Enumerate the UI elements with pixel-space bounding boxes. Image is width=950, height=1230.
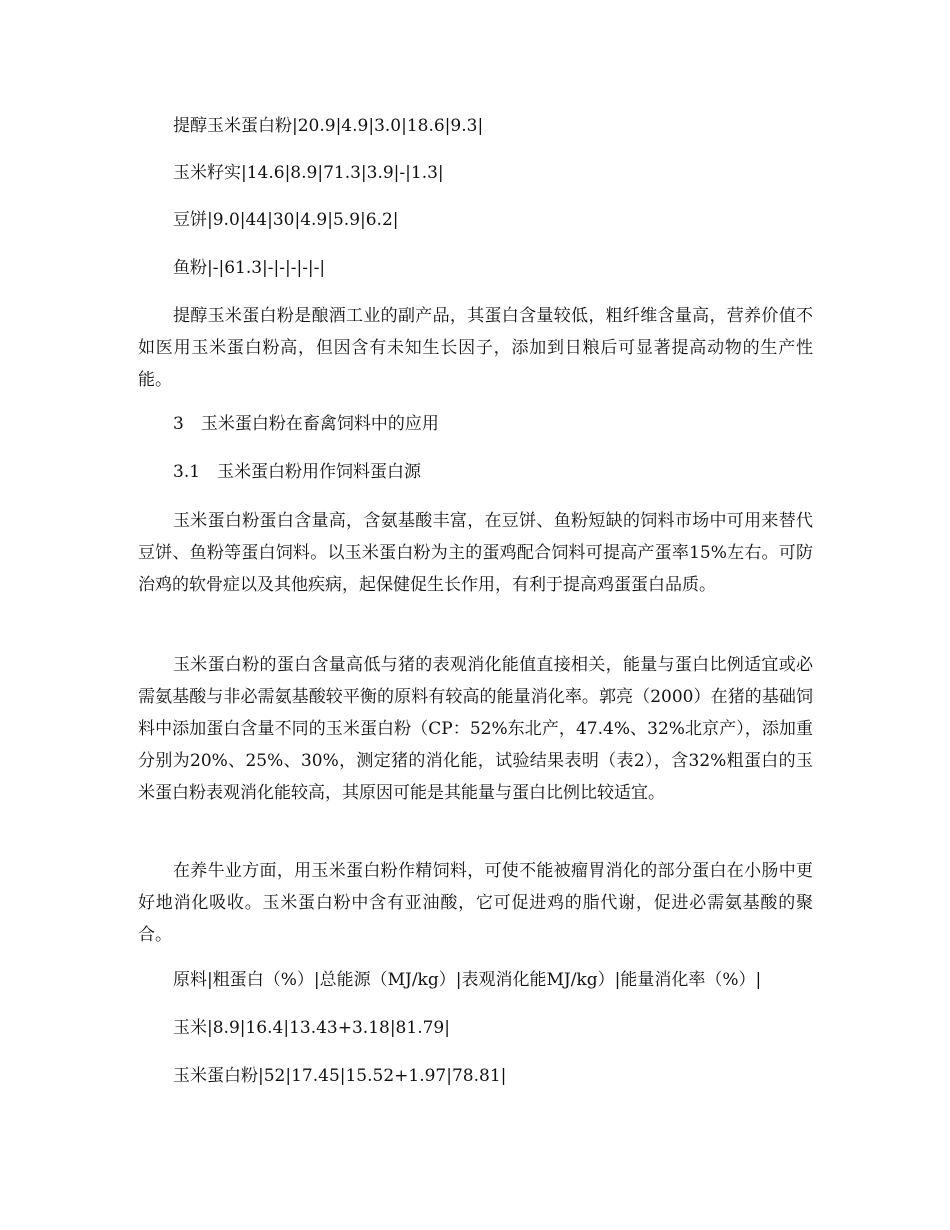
table2-header-row: 原料|粗蛋白（%）|总能源（MJ/kg）|表观消化能MJ/kg）|能量消化率（%）| — [173, 970, 762, 990]
paragraph-protein-source: 玉米蛋白粉蛋白含量高，含氨基酸丰富，在豆饼、鱼粉短缺的饲料市场中可用来替代豆饼、鱼粉等蛋白饲料。以玉米蛋白粉为主的蛋鸡配合饲料可提高产蛋率15%左右。可防治鸡的软骨症以及其他疾病，起保健促生长作用，有利于提高鸡蛋蛋白品质。 — [138, 511, 813, 595]
table2-row-corn: 玉米|8.9|16.4|13.43+3.18|81.79| — [173, 1018, 450, 1038]
table1-row-fish-meal: 鱼粉|-|61.3|-|-|-|-|-| — [173, 258, 326, 278]
table2-row-corn-gluten: 玉米蛋白粉|52|17.45|15.52+1.97|78.81| — [173, 1066, 507, 1086]
section-3-1-heading: 3.1 玉米蛋白粉用作饲料蛋白源 — [173, 462, 422, 482]
table1-row-ethanol-corn-gluten: 提醇玉米蛋白粉|20.9|4.9|3.0|18.6|9.3| — [173, 116, 484, 136]
paragraph-pig-digestion: 玉米蛋白粉的蛋白含量高低与猪的表观消化能值直接相关，能量与蛋白比例适宜或必需氨基酸与非必需氨基酸较平衡的原料有较高的能量消化率。郭亮（2000）在猪的基础饲料中添加蛋白含量不同的玉米蛋白粉（CP：52%东北产，47.4%、32%北京产），添加重分别为20%、25%、30%，测定猪的消化能，试验结果表明（表2），含32%粗蛋白的玉米蛋白粉表观消化能较高，其原因可能是其能量与蛋白比例比较适宜。 — [138, 655, 813, 803]
paragraph-ethanol-corn-gluten: 提醇玉米蛋白粉是酿酒工业的副产品，其蛋白含量较低，粗纤维含量高，营养价值不如医用玉米蛋白粉高，但因含有未知生长因子，添加到日粮后可显著提高动物的生产性能。 — [138, 306, 813, 390]
paragraph-cattle: 在养牛业方面，用玉米蛋白粉作精饲料，可使不能被瘤胃消化的部分蛋白在小肠中更好地消化吸收。玉米蛋白粉中含有亚油酸，它可促进鸡的脂代谢，促进必需氨基酸的聚合。 — [138, 861, 813, 945]
table1-row-soybean-cake: 豆饼|9.0|44|30|4.9|5.9|6.2| — [173, 210, 399, 230]
table1-row-corn-kernel: 玉米籽实|14.6|8.9|71.3|3.9|-|1.3| — [173, 163, 444, 183]
section-3-heading: 3 玉米蛋白粉在畜禽饲料中的应用 — [173, 414, 439, 434]
